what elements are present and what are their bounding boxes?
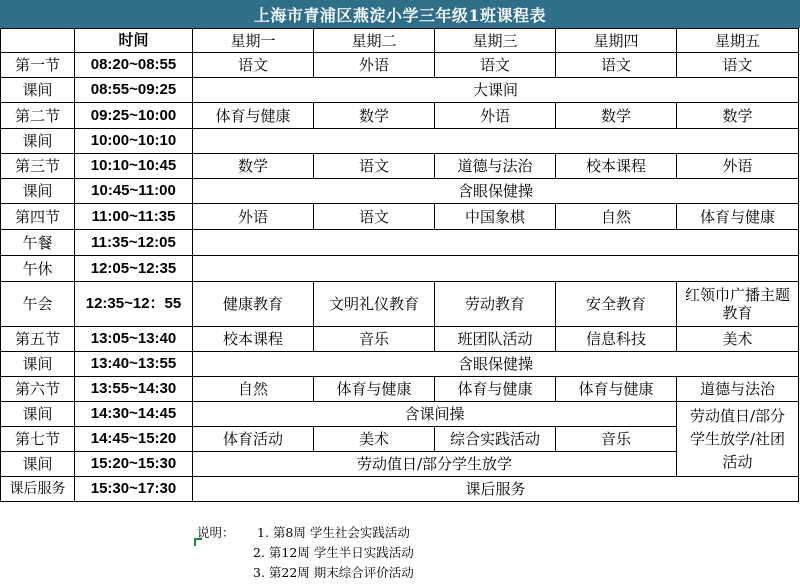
period-time: 13:05~13:40: [75, 327, 193, 352]
day-header-fri: 星期五: [677, 29, 799, 53]
merged-activity-cell: 含课间操: [193, 402, 677, 427]
period-time: 11:00~11:35: [75, 204, 193, 230]
subject-cell: 数学: [556, 103, 677, 129]
day-header-mon: 星期一: [193, 29, 314, 53]
subject-cell: 语文: [556, 53, 677, 78]
subject-cell: 音乐: [314, 327, 435, 352]
table-row: [1, 327, 799, 352]
subject-cell: 体育与健康: [314, 377, 435, 402]
period-time: 08:55~09:25: [75, 78, 193, 103]
period-label: 课间: [1, 179, 75, 204]
subject-cell: 数学: [193, 154, 314, 179]
period-time: 09:25~10:00: [75, 103, 193, 129]
subject-cell: 道德与法治: [435, 154, 556, 179]
table-row: [1, 282, 799, 327]
subject-cell: 自然: [556, 204, 677, 230]
period-label: 课间: [1, 78, 75, 103]
subject-cell: 外语: [677, 154, 799, 179]
merged-activity-cell: 含眼保健操: [193, 352, 799, 377]
merged-activity-cell: [193, 256, 799, 282]
subject-cell: 语文: [314, 154, 435, 179]
period-label: 第六节: [1, 377, 75, 402]
table-row: [1, 129, 799, 154]
period-label: 第四节: [1, 204, 75, 230]
table-row: [1, 204, 799, 230]
table-row: [1, 230, 799, 256]
period-label: 第一节: [1, 53, 75, 78]
corner-cell: [1, 29, 75, 53]
subject-cell: 校本课程: [556, 154, 677, 179]
period-label: 第二节: [1, 103, 75, 129]
subject-cell: 健康教育: [193, 282, 314, 327]
day-header-wed: 星期三: [435, 29, 556, 53]
subject-cell: 数学: [314, 103, 435, 129]
subject-cell: 信息科技: [556, 327, 677, 352]
table-row: [1, 352, 799, 377]
period-label: 课间: [1, 129, 75, 154]
period-label: 课后服务: [1, 477, 75, 502]
page-title: 上海市青浦区燕淀小学三年级1班课程表: [0, 0, 800, 28]
table-row: [1, 78, 799, 103]
merged-activity-cell: 含眼保健操: [193, 179, 799, 204]
subject-cell: 音乐: [556, 427, 677, 452]
period-label: 课间: [1, 352, 75, 377]
subject-cell: 语文: [314, 204, 435, 230]
period-label: 第七节: [1, 427, 75, 452]
period-time: 15:30~17:30: [75, 477, 193, 502]
day-header-thu: 星期四: [556, 29, 677, 53]
subject-cell: 安全教育: [556, 282, 677, 327]
subject-cell: 文明礼仪教育: [314, 282, 435, 327]
merged-activity-cell: 劳动值日/部分学生放学: [193, 452, 677, 477]
period-label: 课间: [1, 402, 75, 427]
note-item: 2. 第12周 学生半日实践活动: [253, 545, 414, 560]
subject-cell: 自然: [193, 377, 314, 402]
period-time: 10:10~10:45: [75, 154, 193, 179]
table-row: [1, 377, 799, 402]
period-label: 课间: [1, 452, 75, 477]
subject-cell: 体育活动: [193, 427, 314, 452]
period-label: 第五节: [1, 327, 75, 352]
table-row: [1, 179, 799, 204]
table-row: [1, 402, 799, 427]
period-time: 11:35~12:05: [75, 230, 193, 256]
merged-activity-cell: [193, 129, 799, 154]
subject-cell: 语文: [435, 53, 556, 78]
period-label: 午餐: [1, 230, 75, 256]
period-label: 第三节: [1, 154, 75, 179]
period-time: 10:00~10:10: [75, 129, 193, 154]
period-time: 10:45~11:00: [75, 179, 193, 204]
period-label: 午会: [1, 282, 75, 327]
table-row: [1, 477, 799, 502]
subject-cell: 班团队活动: [435, 327, 556, 352]
subject-cell: 劳动教育: [435, 282, 556, 327]
table-row: [1, 256, 799, 282]
friday-afternoon-block: 劳动值日/部分学生放学/社团活动: [677, 402, 799, 477]
period-time: 15:20~15:30: [75, 452, 193, 477]
notes-heading: 说明：: [197, 525, 235, 540]
table-row: [1, 154, 799, 179]
period-time: 12:05~12:35: [75, 256, 193, 282]
subject-cell: 红领巾广播主题教育: [677, 282, 799, 327]
subject-cell: 外语: [314, 53, 435, 78]
subject-cell: 体育与健康: [435, 377, 556, 402]
day-header-tue: 星期二: [314, 29, 435, 53]
subject-cell: 数学: [677, 103, 799, 129]
merged-activity-cell: 课后服务: [193, 477, 799, 502]
table-row: [1, 103, 799, 129]
period-time: 12:35~12：55: [75, 282, 193, 327]
table-row: [1, 53, 799, 78]
period-time: 13:40~13:55: [75, 352, 193, 377]
subject-cell: 中国象棋: [435, 204, 556, 230]
period-time: 13:55~14:30: [75, 377, 193, 402]
subject-cell: 外语: [435, 103, 556, 129]
subject-cell: 综合实践活动: [435, 427, 556, 452]
time-header: 时间: [75, 29, 193, 53]
subject-cell: 道德与法治: [677, 377, 799, 402]
period-label: 午休: [1, 256, 75, 282]
period-time: 08:20~08:55: [75, 53, 193, 78]
subject-cell: 美术: [677, 327, 799, 352]
subject-cell: 语文: [193, 53, 314, 78]
subject-cell: 美术: [314, 427, 435, 452]
subject-cell: 语文: [677, 53, 799, 78]
subject-cell: 外语: [193, 204, 314, 230]
merged-activity-cell: 大课间: [193, 78, 799, 103]
note-item: 3. 第22周 期末综合评价活动: [253, 565, 414, 580]
merged-activity-cell: [193, 230, 799, 256]
subject-cell: 校本课程: [193, 327, 314, 352]
schedule-table: [0, 28, 799, 502]
subject-cell: 体育与健康: [556, 377, 677, 402]
note-item: 1. 第8周 学生社会实践活动: [257, 525, 410, 540]
header-row: [1, 29, 799, 53]
subject-cell: 体育与健康: [193, 103, 314, 129]
subject-cell: 体育与健康: [677, 204, 799, 230]
period-time: 14:45~15:20: [75, 427, 193, 452]
period-time: 14:30~14:45: [75, 402, 193, 427]
